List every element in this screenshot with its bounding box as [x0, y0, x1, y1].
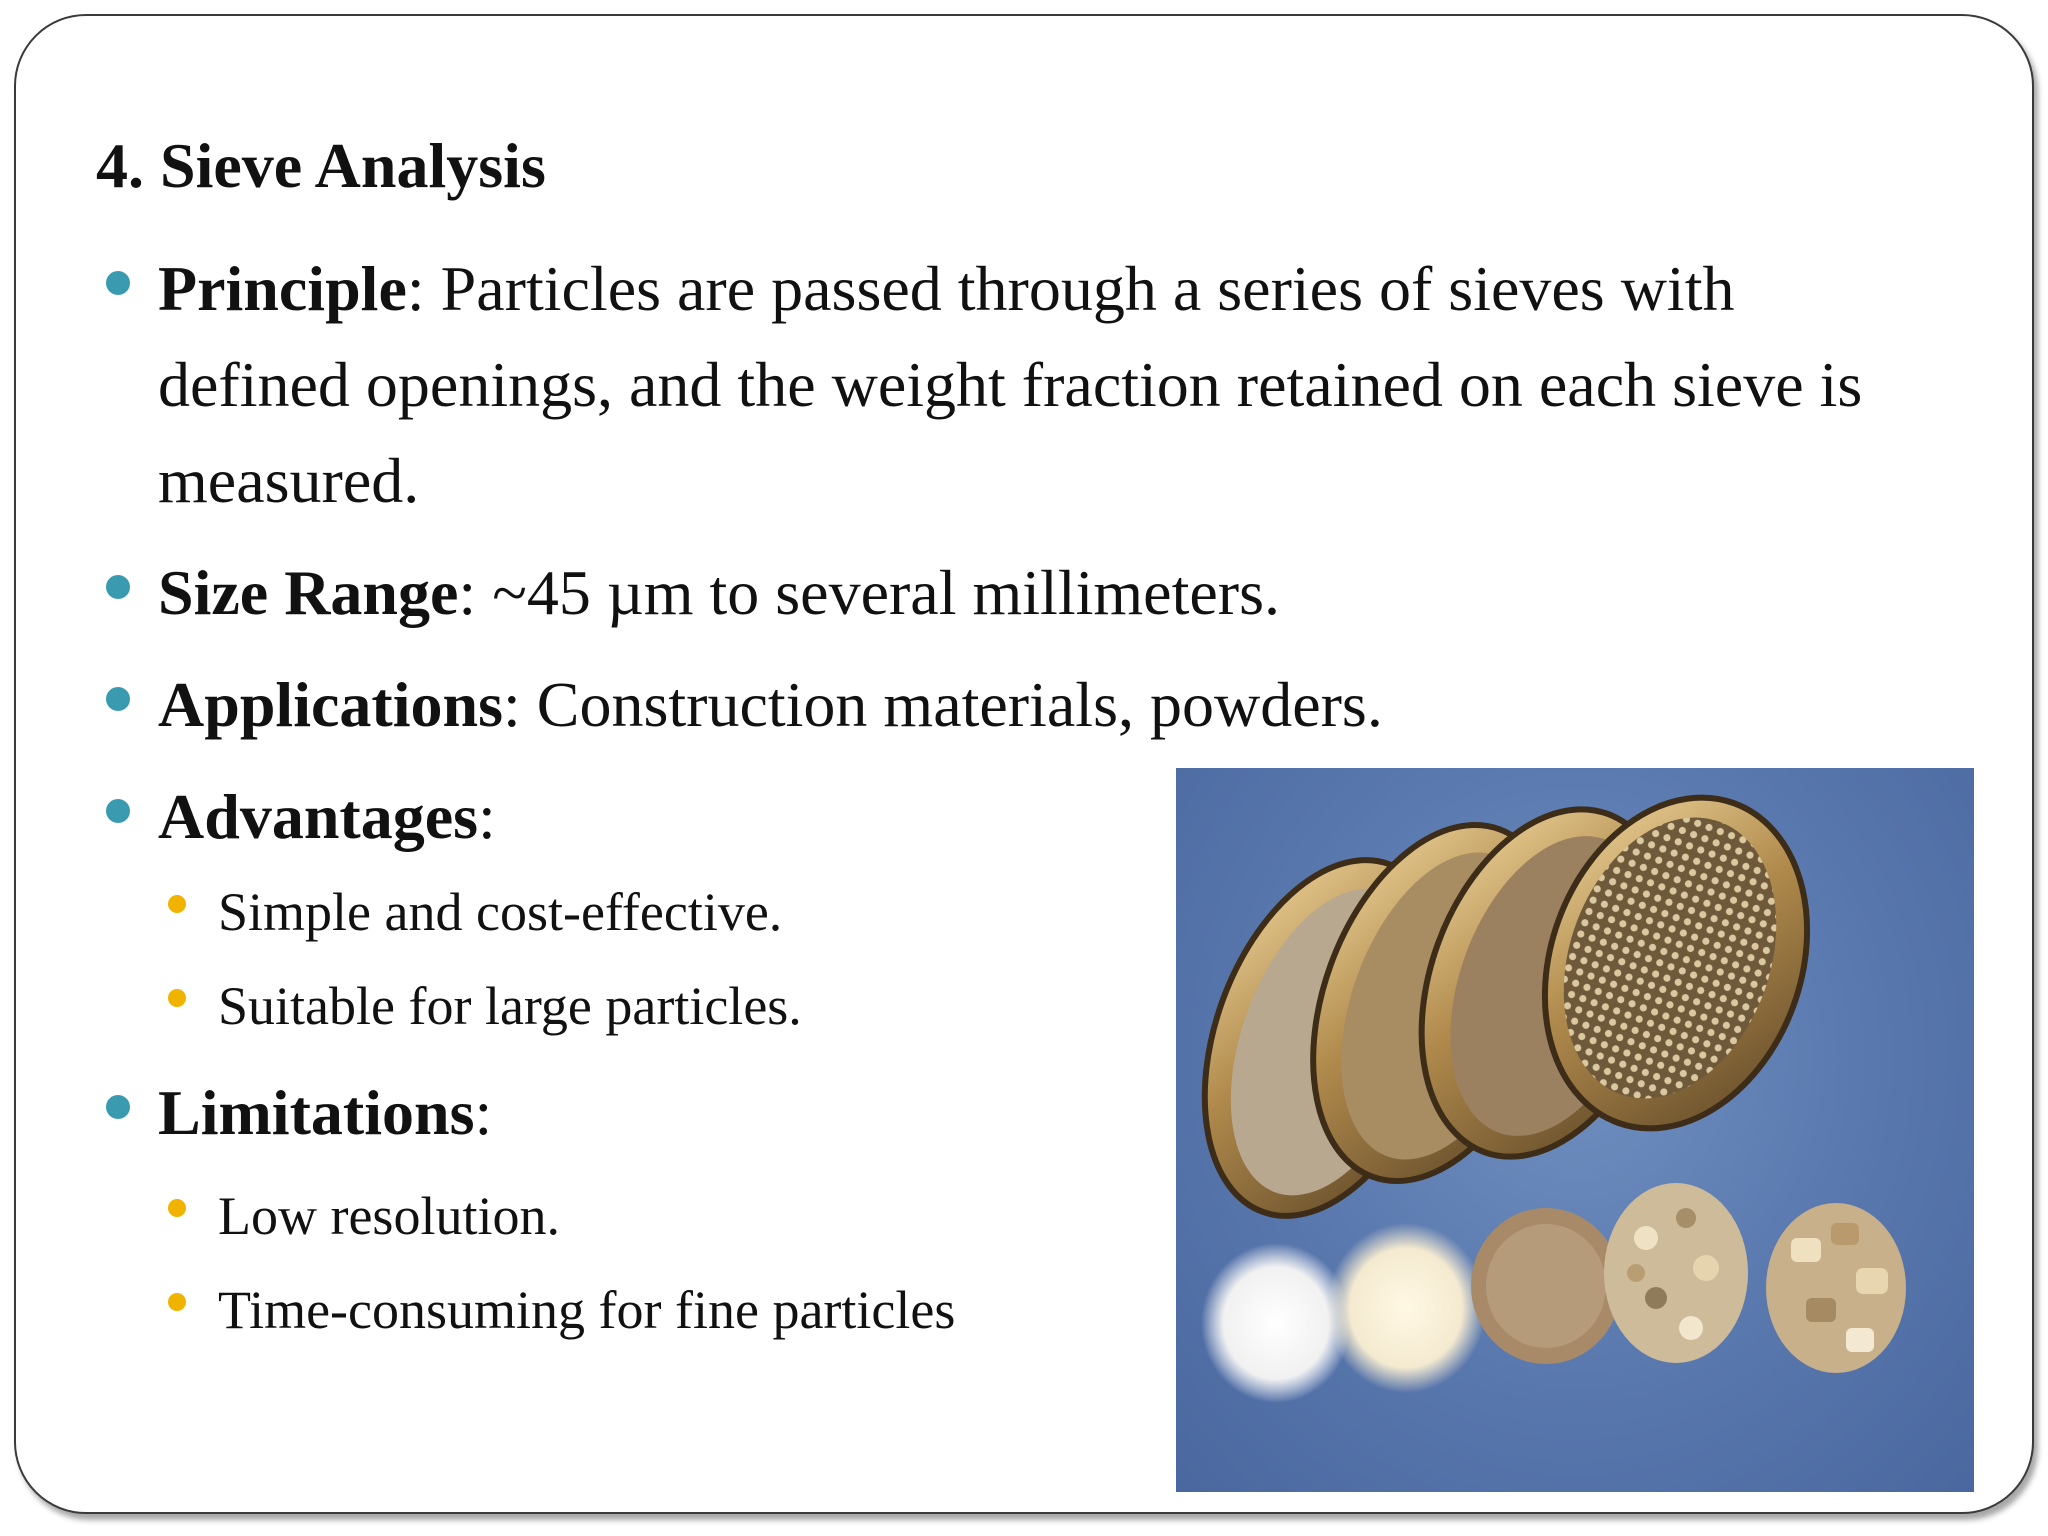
bullet-label: Advantages [158, 781, 479, 852]
bullet-principle [96, 241, 1878, 529]
bullet-dot-icon [106, 687, 130, 711]
bullet-dot-icon [106, 271, 130, 295]
pile-sand [1471, 1208, 1621, 1364]
bullet-text: : ~45 µm to several millimeters. [458, 557, 1280, 628]
bullet-text: : Particles are passed through a series of sieves with defined openings, and the weight fraction retained on each sieve is measured. [158, 253, 1863, 516]
bullet-text: : [478, 781, 496, 852]
bullet-dot-icon [106, 575, 130, 599]
sub-bullet-dot-icon [168, 1293, 186, 1311]
pile-gravel [1604, 1183, 1748, 1363]
bullet-applications [96, 657, 1956, 753]
sub-bullet-text: Suitable for large particles. [218, 976, 802, 1036]
sub-bullet-text: Simple and cost-effective. [218, 882, 783, 942]
sub-bullet-dot-icon [168, 989, 186, 1007]
bullet-dot-icon [106, 799, 130, 823]
sub-bullet-dot-icon [168, 895, 186, 913]
bullet-size-range [96, 545, 1956, 641]
slide [14, 14, 2034, 1514]
bullet-text: : [474, 1077, 493, 1148]
sub-bullet-text: Time-consuming for fine particles [218, 1280, 956, 1340]
bullet-label: Principle [158, 253, 407, 324]
pile-coarse [1766, 1203, 1906, 1373]
bullet-label: Size Range [158, 557, 459, 628]
slide-title: 4. Sieve Analysis [96, 130, 546, 201]
sub-bullet-text: Low resolution. [218, 1186, 560, 1246]
sieve-photo [1176, 768, 1974, 1492]
sieve-illustration [1176, 768, 1974, 1492]
bullet-label: Limitations [158, 1077, 475, 1148]
bullet-label: Applications [158, 669, 503, 740]
pile-fine-cream [1326, 1223, 1486, 1393]
sub-bullet-dot-icon [168, 1199, 186, 1217]
bullet-dot-icon [106, 1095, 130, 1119]
bullet-text: : Construction materials, powders. [502, 669, 1383, 740]
